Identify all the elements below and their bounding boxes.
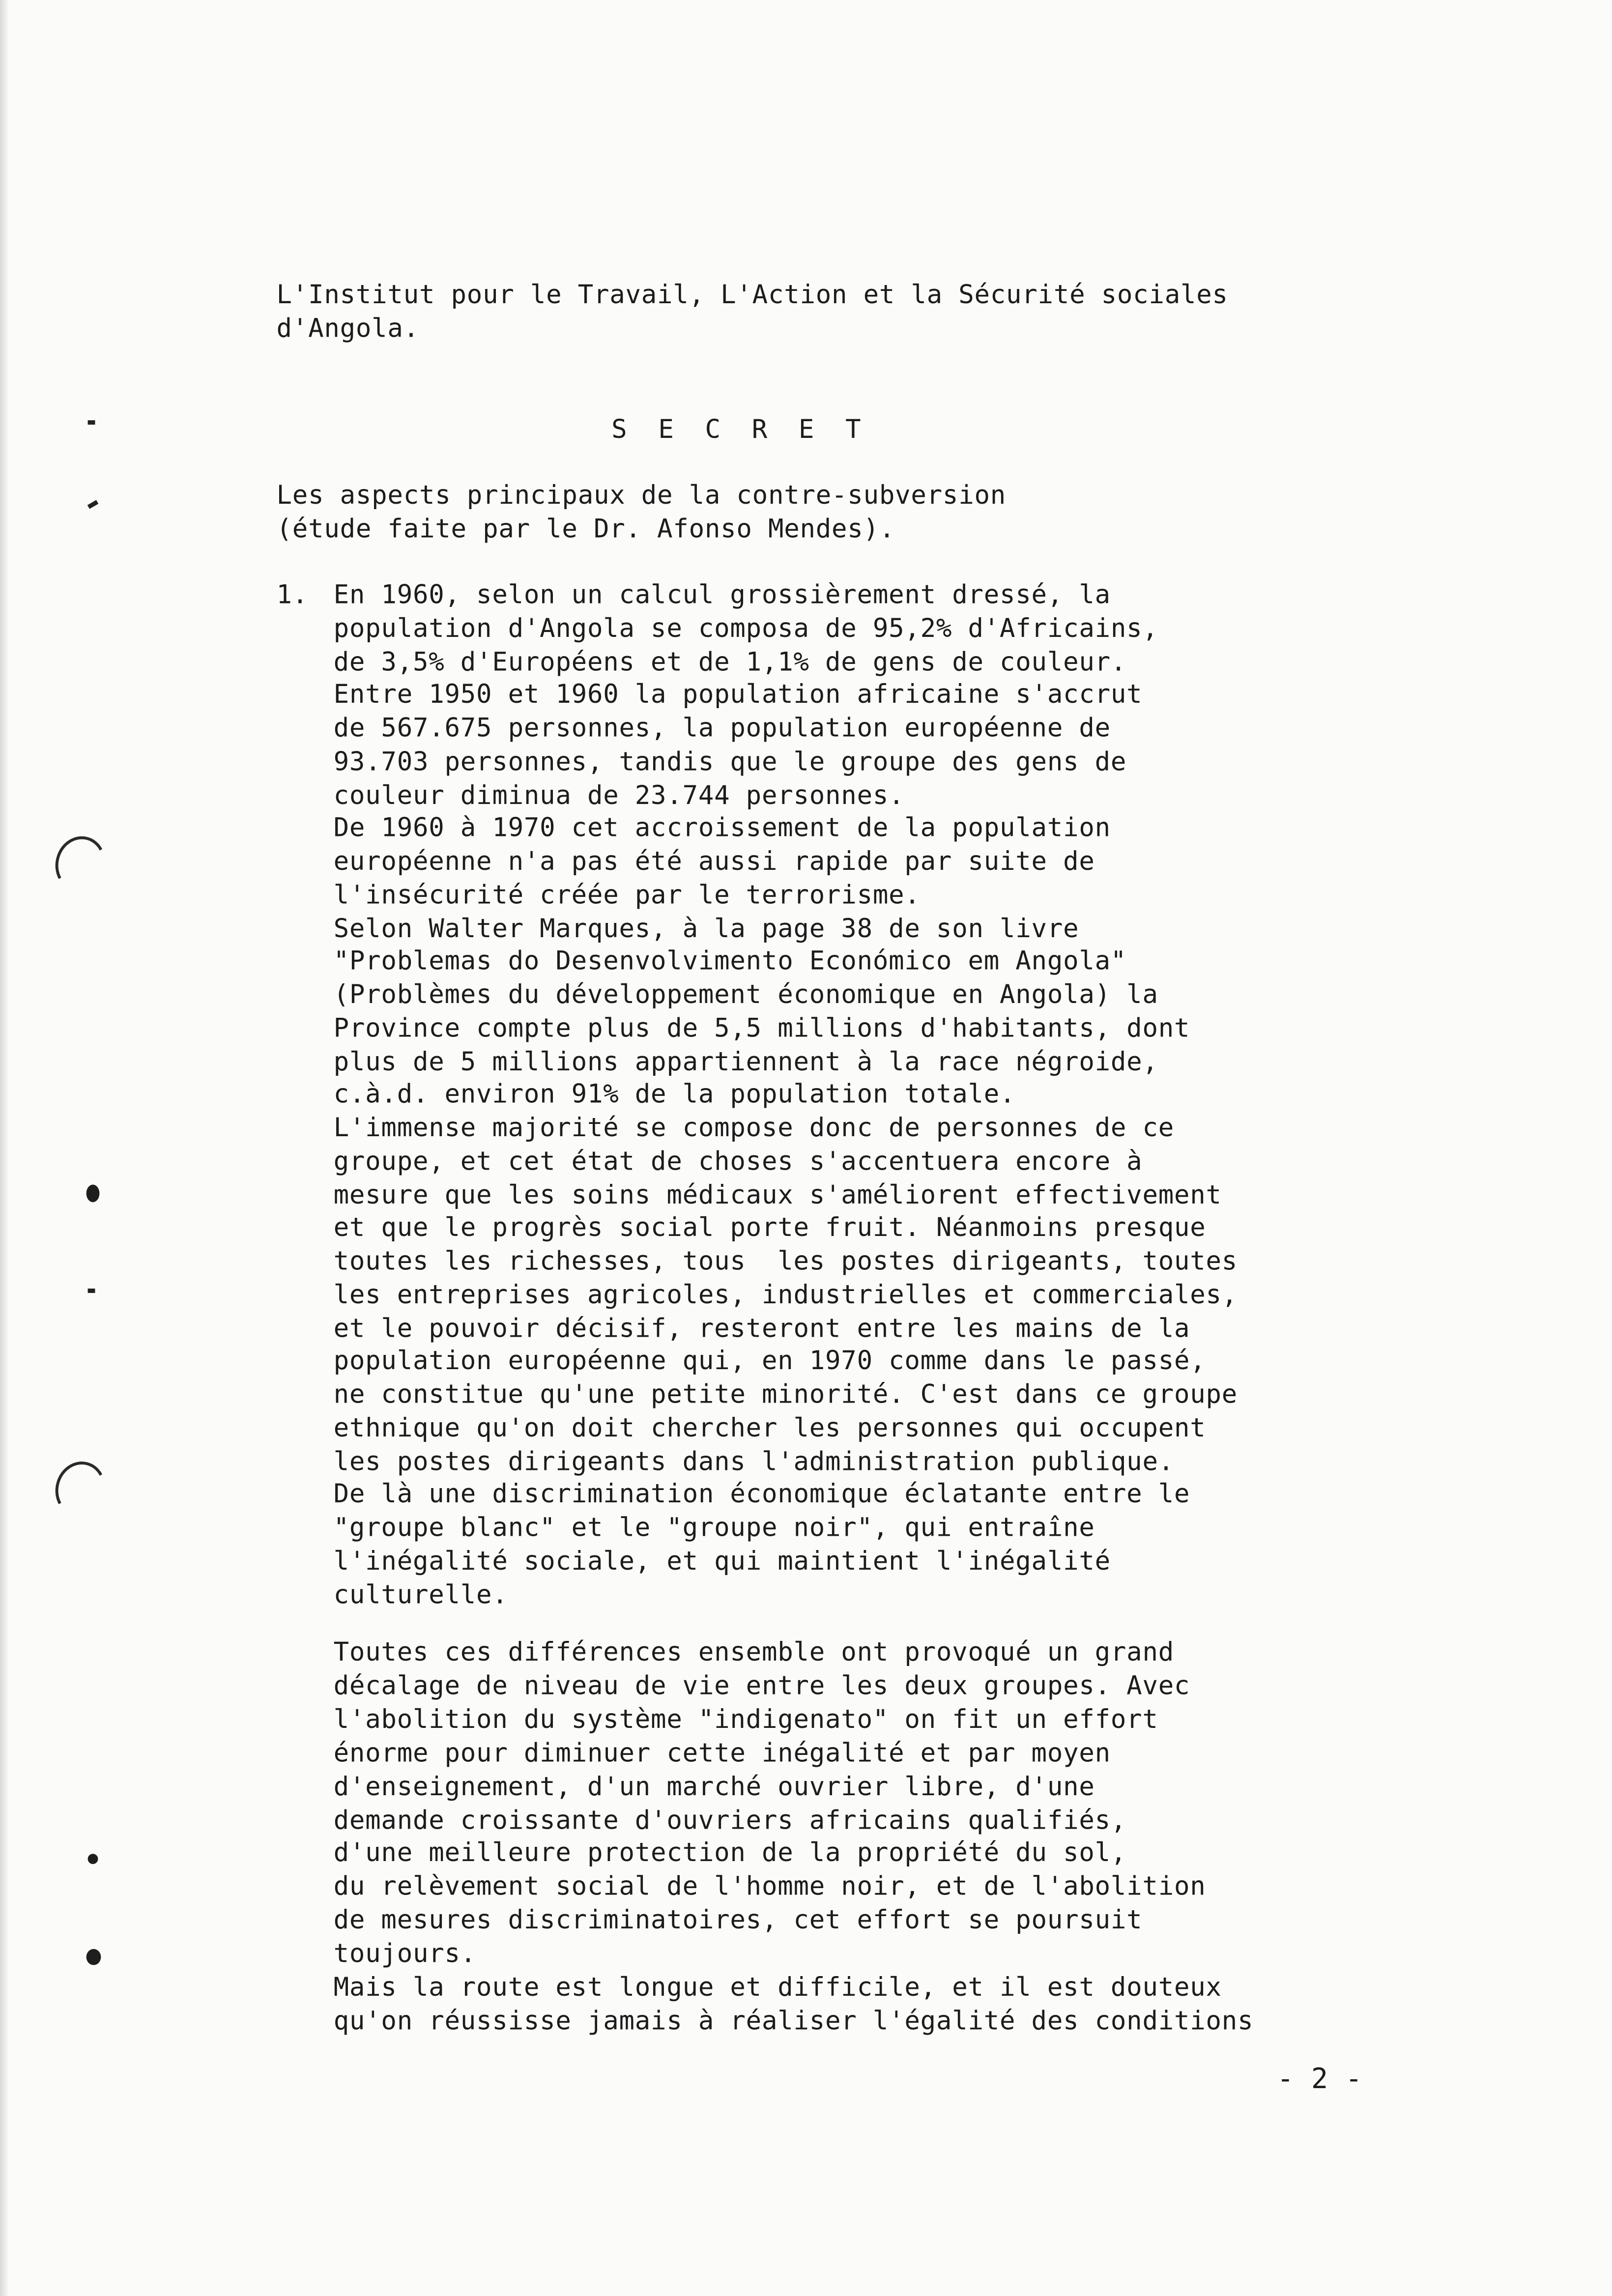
text-line: De là une discrimination économique éclatante entre le	[333, 1481, 1190, 1510]
margin-mark	[88, 1289, 95, 1293]
text-line: demande croissante d'ouvriers africains qualifiés,	[333, 1806, 1127, 1836]
text-line: européenne n'a pas été aussi rapide par suite de	[333, 848, 1095, 877]
text-line: Selon Walter Marques, à la page 38 de son livre	[333, 914, 1079, 944]
text-line: de 567.675 personnes, la population européenne de	[333, 715, 1111, 744]
punch-hole-arc	[49, 831, 112, 897]
text-line: toujours.	[333, 1940, 477, 1970]
text-line: L'immense majorité se compose donc de personnes de ce	[333, 1114, 1175, 1144]
text-line: "Problemas do Desenvolvimento Económico em Angola"	[333, 947, 1127, 977]
text-line: les postes dirigeants dans l'administration publique.	[333, 1447, 1175, 1477]
text-line: population européenne qui, en 1970 comme dans le passé,	[333, 1347, 1206, 1377]
scan-edge-shadow	[0, 0, 9, 2296]
text-line: Entre 1950 et 1960 la population africaine s'accrut	[333, 681, 1143, 711]
text-line: du relèvement social de l'homme noir, et de l'abolition	[333, 1873, 1206, 1903]
text-line: Province compte plus de 5,5 millions d'habitants, dont	[333, 1014, 1190, 1044]
margin-mark	[88, 420, 95, 425]
text-line: population d'Angola se composa de 95,2% d'Africains,	[333, 614, 1158, 644]
text-line: et le pouvoir décisif, resteront entre les mains de la	[333, 1314, 1190, 1344]
subject-line-1: Les aspects principaux de la contre-subversion	[276, 482, 1007, 511]
text-line: toutes les richesses, tous les postes dirigeants, toutes	[333, 1247, 1238, 1277]
text-line: d'enseignement, d'un marché ouvrier libre, d'une	[333, 1773, 1095, 1802]
text-line: et que le progrès social porte fruit. Néanmoins presque	[333, 1214, 1206, 1244]
text-line: c.à.d. environ 91% de la population totale.	[333, 1081, 1016, 1111]
text-line: culturelle.	[333, 1580, 508, 1610]
text-line: couleur diminua de 23.744 personnes.	[333, 781, 905, 811]
margin-dot	[88, 1854, 98, 1864]
subject-line-2: (étude faite par le Dr. Afonso Mendes).	[276, 515, 895, 545]
text-line: "groupe blanc" et le "groupe noir", qui entraîne	[333, 1514, 1095, 1544]
text-line: Toutes ces différences ensemble ont provoqué un grand	[333, 1638, 1175, 1668]
text-line: de 3,5% d'Européens et de 1,1% de gens de couleur.	[333, 648, 1127, 678]
text-line: groupe, et cet état de choses s'accentuera encore à	[333, 1148, 1143, 1177]
page-number: - 2 -	[1277, 2063, 1363, 2095]
margin-mark	[87, 500, 99, 509]
text-line: Mais la route est longue et difficile, et il est douteux	[333, 1974, 1222, 2004]
margin-dot	[86, 1184, 100, 1202]
header-line-2: d'Angola.	[276, 315, 420, 344]
punch-hole-arc	[49, 1456, 112, 1522]
text-line: ethnique qu'on doit chercher les personnes qui occupent	[333, 1414, 1206, 1444]
text-line: l'abolition du système "indigenato" on fit un effort	[333, 1705, 1158, 1735]
margin-dot	[86, 1949, 101, 1965]
text-line: mesure que les soins médicaux s'améliorent effectivement	[333, 1181, 1222, 1210]
section-number: 1.	[276, 581, 309, 611]
header-line-1: L'Institut pour le Travail, L'Action et la Sécurité sociales	[276, 281, 1228, 311]
text-line: ne constitue qu'une petite minorité. C'est dans ce groupe	[333, 1380, 1238, 1410]
text-line: énorme pour diminuer cette inégalité et par moyen	[333, 1739, 1111, 1769]
text-line: les entreprises agricoles, industrielles et commerciales,	[333, 1281, 1238, 1310]
text-line: l'inégalité sociale, et qui maintient l'inégalité	[333, 1547, 1111, 1577]
text-line: qu'on réussisse jamais à réaliser l'égalité des conditions	[333, 2007, 1254, 2037]
text-line: (Problèmes du développement économique en Angola) la	[333, 981, 1158, 1010]
text-line: décalage de niveau de vie entre les deux groupes. Avec	[333, 1672, 1190, 1701]
classification-marking: S E C R E T	[611, 416, 869, 445]
text-line: 93.703 personnes, tandis que le groupe des gens de	[333, 747, 1127, 777]
text-line: l'insécurité créée par le terrorisme.	[333, 881, 921, 911]
text-line: de mesures discriminatoires, cet effort se poursuit	[333, 1906, 1143, 1936]
text-line: En 1960, selon un calcul grossièrement dressé, la	[333, 581, 1111, 611]
text-line: De 1960 à 1970 cet accroissement de la population	[333, 814, 1111, 844]
text-line: d'une meilleure protection de la propriété du sol,	[333, 1839, 1127, 1869]
text-line: plus de 5 millions appartiennent à la race négroide,	[333, 1047, 1158, 1077]
